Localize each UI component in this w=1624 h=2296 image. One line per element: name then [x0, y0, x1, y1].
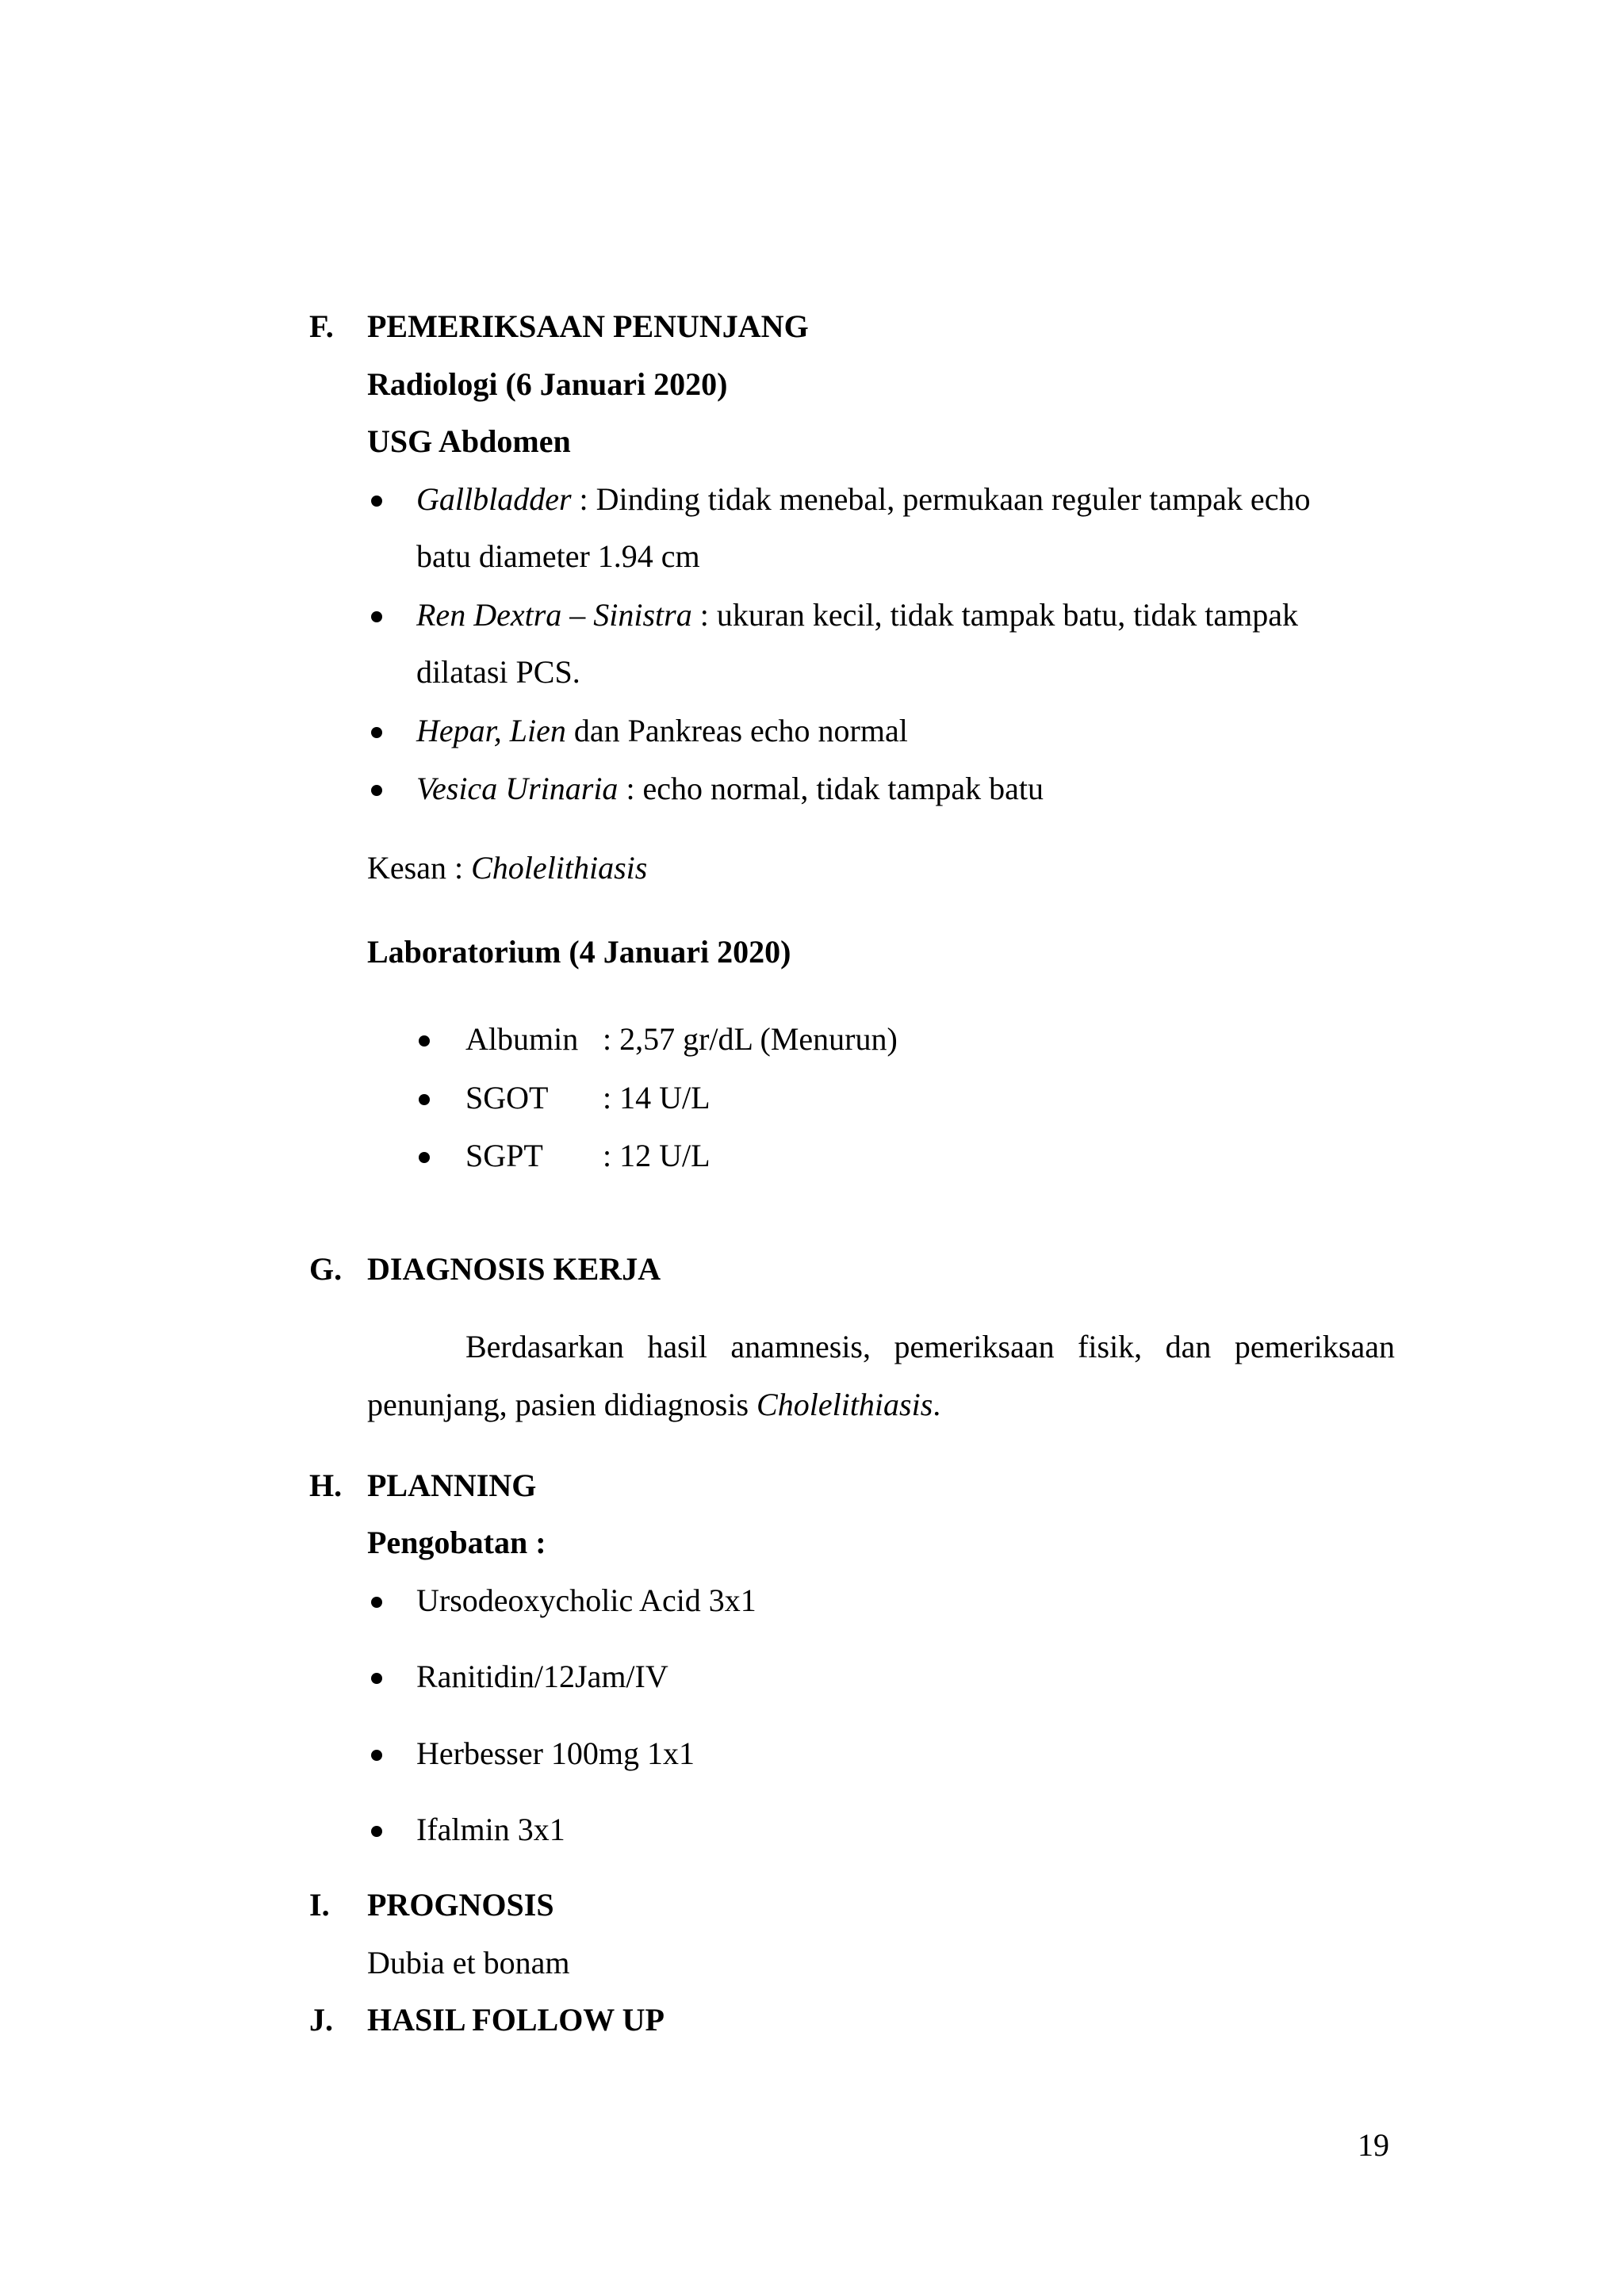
diagnosis-period: .	[933, 1387, 941, 1422]
usg-item-line	[416, 596, 1298, 634]
bullet-icon	[371, 496, 382, 507]
impression	[367, 849, 647, 887]
treatment-item: Ranitidin/12Jam/IV	[416, 1659, 668, 1694]
prognosis-text: Dubia et bonam	[367, 1945, 570, 1980]
usg-term: Gallbladder	[416, 481, 572, 517]
diagnosis-text: penunjang, pasien didiagnosis	[367, 1387, 757, 1422]
treatment-heading: Pengobatan :	[367, 1525, 546, 1560]
bullet-icon	[419, 1152, 430, 1163]
section-i-title: PROGNOSIS	[367, 1887, 554, 1923]
usg-term: Hepar, Lien	[416, 713, 566, 748]
section-h-title: PLANNING	[367, 1468, 537, 1503]
usg-text: dan Pankreas echo normal	[565, 713, 908, 748]
bullet-icon	[419, 1094, 430, 1105]
radiology-heading: Radiologi (6 Januari 2020)	[367, 366, 728, 402]
diagnosis-paragraph-line2	[367, 1386, 940, 1424]
bullet-icon	[371, 1597, 382, 1608]
lab-value: : 12 U/L	[603, 1138, 710, 1173]
impression-label: Kesan :	[367, 850, 472, 886]
lab-value: : 2,57 gr/dL (Menurun)	[603, 1021, 898, 1057]
treatment-item: Ursodeoxycholic Acid 3x1	[416, 1582, 756, 1618]
lab-heading: Laboratorium (4 Januari 2020)	[367, 934, 791, 970]
section-h-marker: H.	[309, 1468, 343, 1503]
usg-item-line	[416, 770, 1044, 808]
section-j-title: HASIL FOLLOW UP	[367, 2002, 665, 2038]
diagnosis-term: Cholelithiasis	[756, 1387, 933, 1422]
usg-text-continued: batu diameter 1.94 cm	[416, 538, 700, 574]
usg-text: : Dinding tidak menebal, permukaan reguler tampak echo	[571, 481, 1311, 517]
usg-text-continued: dilatasi PCS.	[416, 654, 580, 690]
impression-value: Cholelithiasis	[471, 850, 648, 886]
section-g-title: DIAGNOSIS KERJA	[367, 1251, 661, 1287]
usg-item-line	[416, 480, 1310, 519]
lab-value: : 14 U/L	[603, 1080, 710, 1115]
section-g-marker: G.	[309, 1251, 343, 1287]
usg-item-line	[416, 712, 908, 750]
usg-text: : echo normal, tidak tampak batu	[618, 771, 1044, 806]
bullet-icon	[371, 1750, 382, 1761]
usg-heading: USG Abdomen	[367, 423, 571, 459]
section-j-marker: J.	[309, 2002, 333, 2038]
lab-name: SGPT	[465, 1138, 543, 1173]
usg-term: Ren Dextra – Sinistra	[416, 597, 692, 633]
section-f-marker: F.	[309, 308, 334, 344]
section-f-title: PEMERIKSAAN PENUNJANG	[367, 308, 809, 344]
bullet-icon	[419, 1035, 430, 1047]
page-number: 19	[1358, 2127, 1389, 2163]
usg-term: Vesica Urinaria	[416, 771, 619, 806]
bullet-icon	[371, 785, 382, 796]
bullet-icon	[371, 727, 382, 738]
usg-text: : ukuran kecil, tidak tampak batu, tidak tampak	[691, 597, 1298, 633]
lab-name: SGOT	[465, 1080, 549, 1115]
bullet-icon	[371, 1826, 382, 1837]
treatment-item: Ifalmin 3x1	[416, 1812, 565, 1847]
lab-name: Albumin	[465, 1021, 579, 1057]
diagnosis-paragraph-line1: Berdasarkan hasil anamnesis, pemeriksaan fisik, dan pemeriksaan	[465, 1329, 1395, 1364]
treatment-item: Herbesser 100mg 1x1	[416, 1735, 695, 1771]
bullet-icon	[371, 611, 382, 622]
section-i-marker: I.	[309, 1887, 330, 1923]
bullet-icon	[371, 1673, 382, 1684]
